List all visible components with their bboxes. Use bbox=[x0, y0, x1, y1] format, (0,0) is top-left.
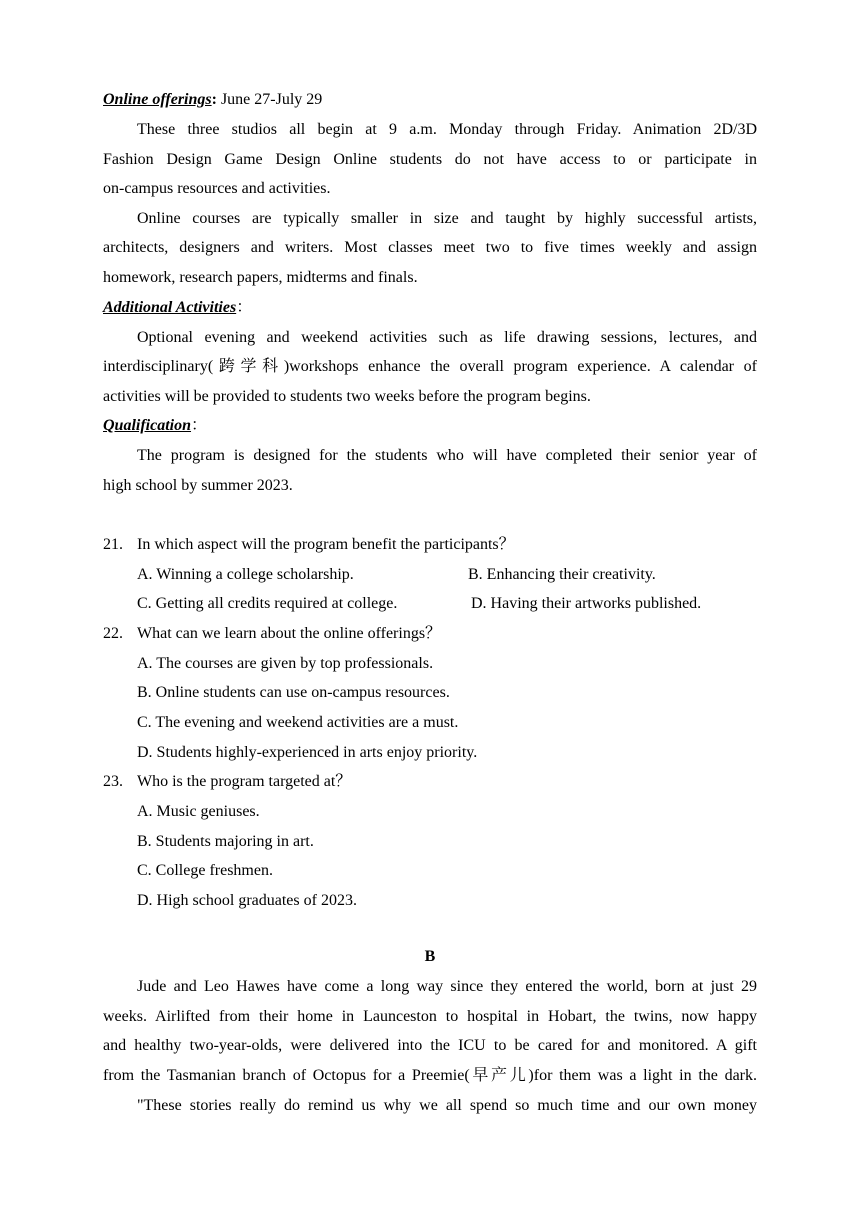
question-22-text: What can we learn about the online offerings？ bbox=[137, 625, 442, 642]
question-23-option-a: A. Music geniuses. bbox=[137, 803, 260, 820]
question-22-option-d: D. Students highly-experienced in arts enjoy priority. bbox=[137, 744, 478, 761]
question-22-number: 22. bbox=[103, 625, 123, 642]
additional-activities-heading: Additional Activities bbox=[103, 299, 237, 316]
passage-b-line-4: from the Tasmanian branch of Octopus for a Preemie(早产儿)for them was a light in the dark. bbox=[103, 1067, 757, 1084]
additional-line-1: Optional evening and weekend activities such as life drawing sessions, lectures, and bbox=[137, 329, 757, 346]
online-p2-line-3: homework, research papers, midterms and finals. bbox=[103, 269, 418, 286]
online-dates: June 27-July 29 bbox=[216, 91, 323, 108]
passage-b-label: B bbox=[424, 948, 436, 965]
additional-line-2: interdisciplinary(跨学科)workshops enhance the overall program experience. A calendar of bbox=[103, 358, 757, 375]
online-p1-line-2: Fashion Design Game Design Online students do not have access to or participate in bbox=[103, 151, 757, 168]
question-21-text: In which aspect will the program benefit the participants？ bbox=[137, 536, 515, 553]
question-21-option-a: A. Winning a college scholarship. bbox=[137, 566, 354, 583]
passage-b-line-1: Jude and Leo Hawes have come a long way since they entered the world, born at just 29 bbox=[137, 978, 757, 995]
qualification-line-2: high school by summer 2023. bbox=[103, 477, 293, 494]
passage-b-line-5: "These stories really do remind us why we all spend so much time and our own money bbox=[137, 1097, 757, 1114]
question-22-option-a: A. The courses are given by top professionals. bbox=[137, 655, 434, 672]
passage-b-line-3: and healthy two-year-olds, were delivered into the ICU to be cared for and monitored. A gift bbox=[103, 1037, 757, 1054]
question-22-option-c: C. The evening and weekend activities are a must. bbox=[137, 714, 459, 731]
online-p2-line-2: architects, designers and writers. Most classes meet two to five times weekly and assign bbox=[103, 239, 757, 256]
heading-colon: ： bbox=[236, 299, 253, 316]
question-21-option-b: B. Enhancing their creativity. bbox=[468, 566, 656, 583]
additional-activities-heading-line bbox=[103, 298, 757, 318]
question-23-option-c: C. College freshmen. bbox=[137, 862, 273, 879]
question-21-option-d: D. Having their artworks published. bbox=[471, 595, 702, 612]
heading-colon: ： bbox=[191, 417, 208, 434]
qualification-line-1: The program is designed for the students who will have completed their senior year of bbox=[137, 447, 757, 464]
question-21-option-c: C. Getting all credits required at college. bbox=[137, 595, 398, 612]
passage-b-line-2: weeks. Airlifted from their home in Launceston to hospital in Hobart, the twins, now happy bbox=[103, 1008, 757, 1025]
online-offerings-heading: Online offerings bbox=[103, 91, 212, 108]
qualification-heading-line bbox=[103, 416, 757, 436]
online-offerings-heading-line bbox=[103, 90, 757, 110]
question-23-text: Who is the program targeted at？ bbox=[137, 773, 352, 790]
question-23-option-d: D. High school graduates of 2023. bbox=[137, 892, 357, 909]
question-23-number: 23. bbox=[103, 773, 123, 790]
qualification-heading: Qualification bbox=[103, 417, 192, 434]
question-23-option-b: B. Students majoring in art. bbox=[137, 833, 314, 850]
online-p1-line-3: on-campus resources and activities. bbox=[103, 180, 331, 197]
online-p1-line-1: These three studios all begin at 9 a.m. Monday through Friday. Animation 2D/3D bbox=[137, 121, 757, 138]
additional-line-3: activities will be provided to students two weeks before the program begins. bbox=[103, 388, 591, 405]
question-22-option-b: B. Online students can use on-campus resources. bbox=[137, 684, 450, 701]
heading-colon: : bbox=[211, 91, 217, 108]
online-p2-line-1: Online courses are typically smaller in size and taught by highly successful artists, bbox=[137, 210, 757, 227]
question-21-number: 21. bbox=[103, 536, 123, 553]
